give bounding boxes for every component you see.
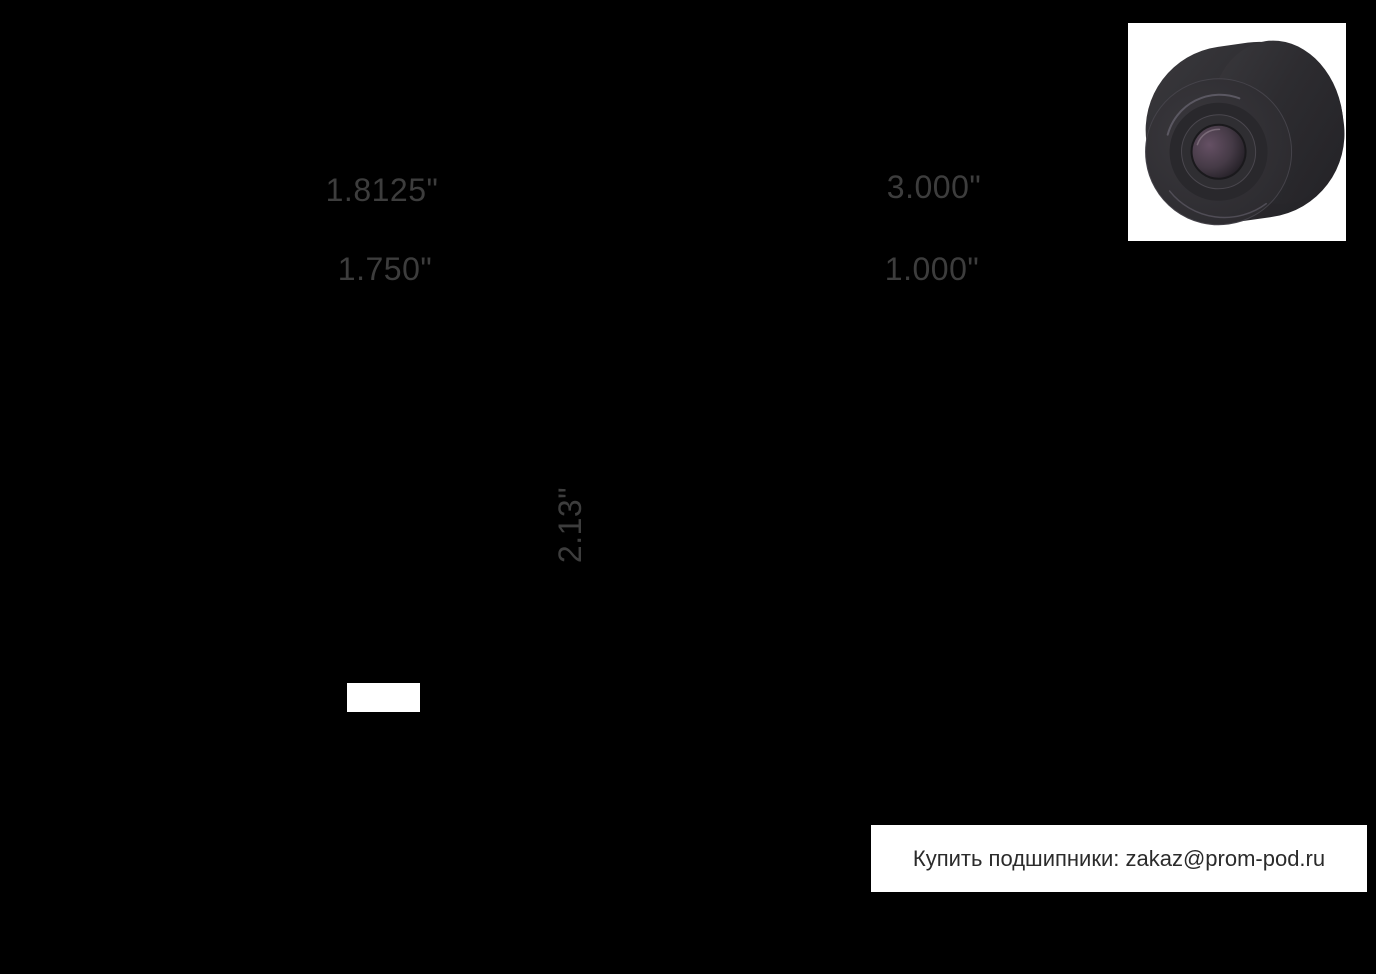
- dim-label-roller-width: 1.750": [337, 251, 433, 287]
- footer-contact-text: Купить подшипники: zakaz@prom-pod.ru: [912, 845, 1326, 871]
- dim-label-flange-width: 1.8125": [325, 172, 439, 208]
- dim-label-bore-diameter: 1.000": [884, 251, 980, 287]
- footer-contact-box: [871, 825, 1367, 892]
- dim-label-overall-height: 2.13": [552, 486, 588, 564]
- roller-bearing-3d-icon: [1128, 23, 1346, 241]
- dim-label-outer-diameter: 3.000": [886, 169, 982, 205]
- watermark-patch: [347, 683, 420, 712]
- bearing-product-photo: [1128, 23, 1346, 241]
